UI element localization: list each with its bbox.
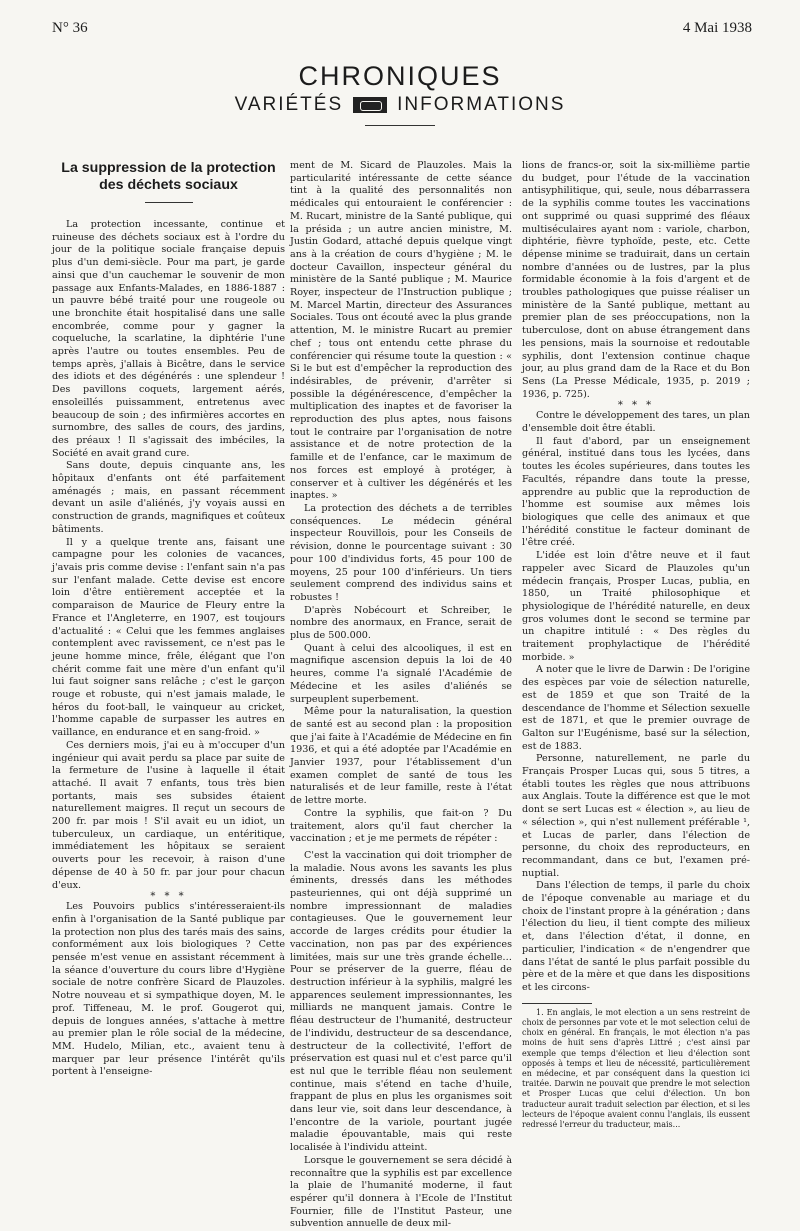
paragraph: C'est la vaccination qui doit triompher de la maladie. Nous avons les savants les plus éminents, dressés dans les méthodes pasteuriennes, qui ont déjà supprimé un nombre impressionnant de maladies contagieuses. Que le gouvernement leur accorde de larges crédits pour étudier la vaccination, non pas par des expériences limitées, mais sur une très grande échelle… Pour se préserver de la guerre, fléau de destruction inférieur à la syphilis, malgré les apparences seulement impressionnantes, les milliards ne manquent jamais. Contre le fléau destructeur de l'humanité, destructeur de l'individu, destructeur de sa descendance, destructeur de la collectivité, l'effort de préservation est quasi nul et c'est parce qu'il est nul que le terrible fléau non seulement continue, mais s'étend en tache d'huile, frappant de plus en plus les organismes soit dans leur vie, soit dans leur descendance, à l'encontre de la variole, pourtant jugée maladie épouvantable, mais qui reste localisée à l'individu atteint.: [290, 849, 512, 1154]
footnote: 1. En anglais, le mot election a un sens restreint de choix de personnes par vote et le mot selection celui de choix en général. En français, le mot élection n'a pas moins de huit sens d'après Littré ; c'est ainsi par exemple que temps d'élection et lieu d'élection sont opposés à temps et lieu de nécessité, particulièrement en médecine, et par conséquent dans la question ici traitée. Darwin ne pouvait que prendre le mot selection et Prosper Lucas que celui d'élection. Un bon traducteur aurait traduit selection par élection, et si les lecteurs de l'époque avaient connu l'anglais, ils eussent redressé l'erreur du traducteur, mais...: [522, 1007, 750, 1129]
paragraph: A noter que le livre de Darwin : De l'origine des espèces par voie de sélection naturelle, est de 1859 et que son Traité de la descendance de l'homme et Sélection sexuelle est de 1871, et que le premier ouvrage de Galton sur l'Eugénisme, basé sur la sélection, est de 1883.: [522, 664, 750, 752]
title-rule: [145, 202, 193, 203]
column-1: [52, 160, 285, 1078]
masthead-left: VARIÉTÉS: [234, 94, 344, 115]
paragraph: Même pour la naturalisation, la question de santé est au second plan : la proposition que j'ai faite à l'Académie de Médecine en fin 1936, et qui a été adoptée par l'Académie en Janvier 1937, pour l'établissement d'un examen complet de santé de tous les naturalisés et de leur famille, reste à l'état de lettre morte.: [290, 706, 512, 807]
paragraph: D'après Nobécourt et Schreiber, le nombre des anormaux, en France, serait de plus de 500.000.: [290, 604, 512, 642]
paragraph: Sans doute, depuis cinquante ans, les hôpitaux d'enfants ont été parfaitement aménagés ; mais, en passant récemment devant un asile d'aliénés, j'y voyais aussi en construction de grands, magnifiques et coûteux bâtiments.: [52, 460, 285, 535]
column-2: [290, 160, 512, 1230]
paragraph: L'idée est loin d'être neuve et il faut rappeler avec Sicard de Plauzoles qu'un médecin français, Prosper Lucas, publia, en 1850, un Traité philosophique et physiologique de l'hérédité naturelle, en deux gros volumes dont le second se termine par un chapitre intitulé : « Des règles du traitement prophylactique de l'hérédité morbide. »: [522, 550, 750, 663]
masthead-subtitle: [0, 94, 800, 116]
paragraph: Contre la syphilis, que fait-on ? Du traitement, alors qu'il faut chercher la vaccination ; et je me permets de répéter :: [290, 807, 512, 845]
masthead: [0, 62, 800, 126]
paragraph: Les Pouvoirs publics s'intéresseraient-ils enfin à l'organisation de la Santé publique par la protection non plus des tarés mais des sains, conformément aux lois biologiques ? Cette pensée m'est venue en assistant récemment à la séance d'ouverture du cours libre d'Hygiène sociale de notre confrère Sicard de Plauzoles. Notre nouveau et si sympathique doyen, M. le prof. Tiffeneau, M. le prof. Gougerot qui, depuis de longues années, s'attache à mettre au premier plan le rôle social de la médecine, MM. Hudelo, Milian, etc., avaient tenu à marquer par leur présence l'intérêt qu'ils portent à l'enseigne-: [52, 901, 285, 1078]
paragraph: Il y a quelque trente ans, faisant une campagne pour les colonies de vacances, j'avais pris comme devise : l'enfant sain n'a pas sur l'enfant malade. Cette devise est encore loin d'être entièrement acceptée et la comparaison de Maurice de Fleury entre la France et l'Angleterre, en 1907, est toujours d'actualité : « Celui que les femmes anglaises contemplent avec ravissement, ce n'est pas le jeune homme mince, frêle, élégant que l'on chérit comme fait une mère d'un enfant qu'il lui faut soigner sans relâche ; c'est le garçon rouge et robuste, qui n'est jamais malade, le héros du foot-ball, le vainqueur au cricket, l'homme capable de surpasser les autres en vaillance, en endurance et en sang-froid. »: [52, 536, 285, 739]
paragraph: Quant à celui des alcooliques, il est en magnifique ascension depuis la loi de 40 heures, comme l'a signalé l'Académie de Médecine et les asiles d'aliénés se surpeuplent superbement.: [290, 642, 512, 705]
page-header: [52, 20, 752, 42]
section-break: * * *: [617, 400, 655, 412]
ornament-icon: [353, 97, 387, 113]
paragraph: ment de M. Sicard de Plauzoles. Mais la particularité intéressante de cette séance tint à la qualité des personnalités non médicales qui entouraient le conférencier : M. Rucart, ministre de la Santé publique, qui la présida ; un autre ancien ministre, M. Justin Godard, attaché depuis quelque vingt ans à la création de cours d'hygiène ; M. le docteur Cavaillon, inspecteur général du ministère de la Santé publique ; M. Maurice Royer, inspecteur de l'Instruction publique ; M. Marcel Martin, directeur des Assurances Sociales. Tous ont écouté avec la plus grande attention, M. le ministre Rucart au premier chef ; tous ont entendu cette phrase du conférencier qui résume toute la question : « Si le but est d'empêcher la reproduction des indésirables, de prévenir, d'arrêter si possible la dégénérescence, d'empêcher la multiplication des inaptes et de favoriser la reproduction des plus aptes, nous faisons tout le contraire par l'organisation de notre assistance et de notre protection de la famille et de l'enfance, car le maximum de nos forces est employé à protéger, à conserver et à cultiver les dégénérés et les inaptes. »: [290, 160, 512, 502]
masthead-rule: [365, 125, 435, 126]
paragraph: Personne, naturellement, ne parle du Français Prosper Lucas qui, sous 5 titres, a établi toutes les règles que nous attribuons aux Anglais. Toute la différence est que le mot dont se sert Lucas est « élection », au lieu de « sélection », qui n'est nullement préférable ¹, et Lucas de parler, dans l'élection de personne, du choix des reproducteurs, en recommandant, dans ce but, l'examen pré-nuptial.: [522, 753, 750, 879]
footnote-rule: [522, 1003, 592, 1004]
paragraph: La protection des déchets a de terribles conséquences. Le médecin général inspecteur Rouvillois, pour les Conseils de révision, donne le pourcentage suivant : 30 pour 100 d'individus forts, 45 pour 100 de moyens, 25 pour 100 d'inférieurs. Un tiers seulement comprend des individus sains et robustes !: [290, 502, 512, 603]
paragraph: Lorsque le gouvernement se sera décidé à reconnaître que la syphilis est par excellence la plaie de l'humanité moderne, il faut espérer qu'il donnera à l'Ecole de l'Institut Fournier, fille de l'Institut Pasteur, une subvention annuelle de deux mil-: [290, 1154, 512, 1230]
issue-date: 4 Mai 1938: [682, 20, 752, 36]
paragraph: Dans l'élection de temps, il parle du choix de l'époque convenable au mariage et du choix de l'instant propre à la génération ; dans l'élection du lieu, il tient compte des milieux et, dans l'élection d'état, il donne, en particulier, l'indication « de n'engendrer que dans l'état de santé le plus parfait possible du père et de la mère et que dans les dispositions et les circons-: [522, 880, 750, 993]
article-title: La suppression de la protection des déchets sociaux: [61, 160, 276, 193]
paragraph: lions de francs-or, soit la six-millième partie du budget, pour l'étude de la vaccination antisyphilitique, qui, seule, nous débarrassera de la syphilis comme toutes les vaccinations ont supprimé ou quasi supprimé des fléaux multiséculaires ayant nom : variole, charbon, diphtérie, fièvre typhoïde, peste, etc. Cette dépense minime se traduirait, dans un certain nombre d'années ou de lustres, par la plus formidable économie à la fois d'argent et de troubles pathologiques que puisse réaliser un ministère de la Santé publique, mettant au premier plan de ses préoccupations, non la tuberculose, dont on abuse étrangement dans les pensions, mais la sournoise et redoutable syphilis, dont l'extension continue chaque jour, au plus grand dam de la Race et du Bon Sens (La Presse Médicale, 1935, p. 2019 ; 1936, p. 725).: [522, 160, 750, 400]
paragraph: Il faut d'abord, par un enseignement général, institué dans tous les lycées, dans toutes les écoles supérieures, dans toutes les Facultés, répandre dans toute la presse, apprendre au public que la reproduction de l'homme est soumise aux mêmes lois biologiques que celle des animaux et que l'hérédité constitue le facteur dominant de l'être créé.: [522, 435, 750, 549]
issue-number: N° 36: [52, 20, 88, 36]
paragraph: Ces derniers mois, j'ai eu à m'occuper d'un ingénieur qui avait perdu sa place par suite de la fermeture de l'usine à laquelle il était attaché. Il avait 7 enfants, tous très bien portants, mais ses subsides étaient naturellement maigres. Il reçut un secours de 200 fr. par mois ! S'il avait eu un idiot, un tuberculeux, un cardiaque, un entéritique, immédiatement les hôpitaux se seraient ouverts pour les recevoir, à raison d'une dépense de 40 à 50 fr. par jour pour chacun d'eux.: [52, 739, 285, 891]
masthead-title: CHRONIQUES: [298, 61, 502, 91]
paragraph: La protection incessante, continue et ruineuse des déchets sociaux est à l'ordre du jour de la politique sociale française depuis plus d'un demi-siècle. Pour ma part, je garde ainsi que d'un cauchemar le souvenir de mon passage aux Enfants-Malades, en 1886-1887 : un pauvre bébé traité pour une rougeole ou une bronchite était hospitalisé dans une salle encombrée, comme pour y gagner la coqueluche, la scarlatine, la diphtérie l'une après l'autre ou toutes ensembles. Peu de temps après, j'allais à Bicêtre, dans le service des idiots et des dégénérés : une splendeur ! Des pavillons coquets, largement aérés, ensoleillés puissamment, entretenus avec beaucoup de soin ; des infirmières accortes en surnombre, des salles de cours, des jardins, des préaux ! Il s'agissait des imbéciles, la Société en avait grand cure.: [52, 219, 285, 459]
masthead-right: INFORMATIONS: [397, 94, 566, 115]
column-3: [522, 160, 750, 1129]
section-break: * * *: [150, 891, 187, 903]
paragraph: Contre le développement des tares, un plan d'ensemble doit être établi.: [522, 410, 750, 435]
